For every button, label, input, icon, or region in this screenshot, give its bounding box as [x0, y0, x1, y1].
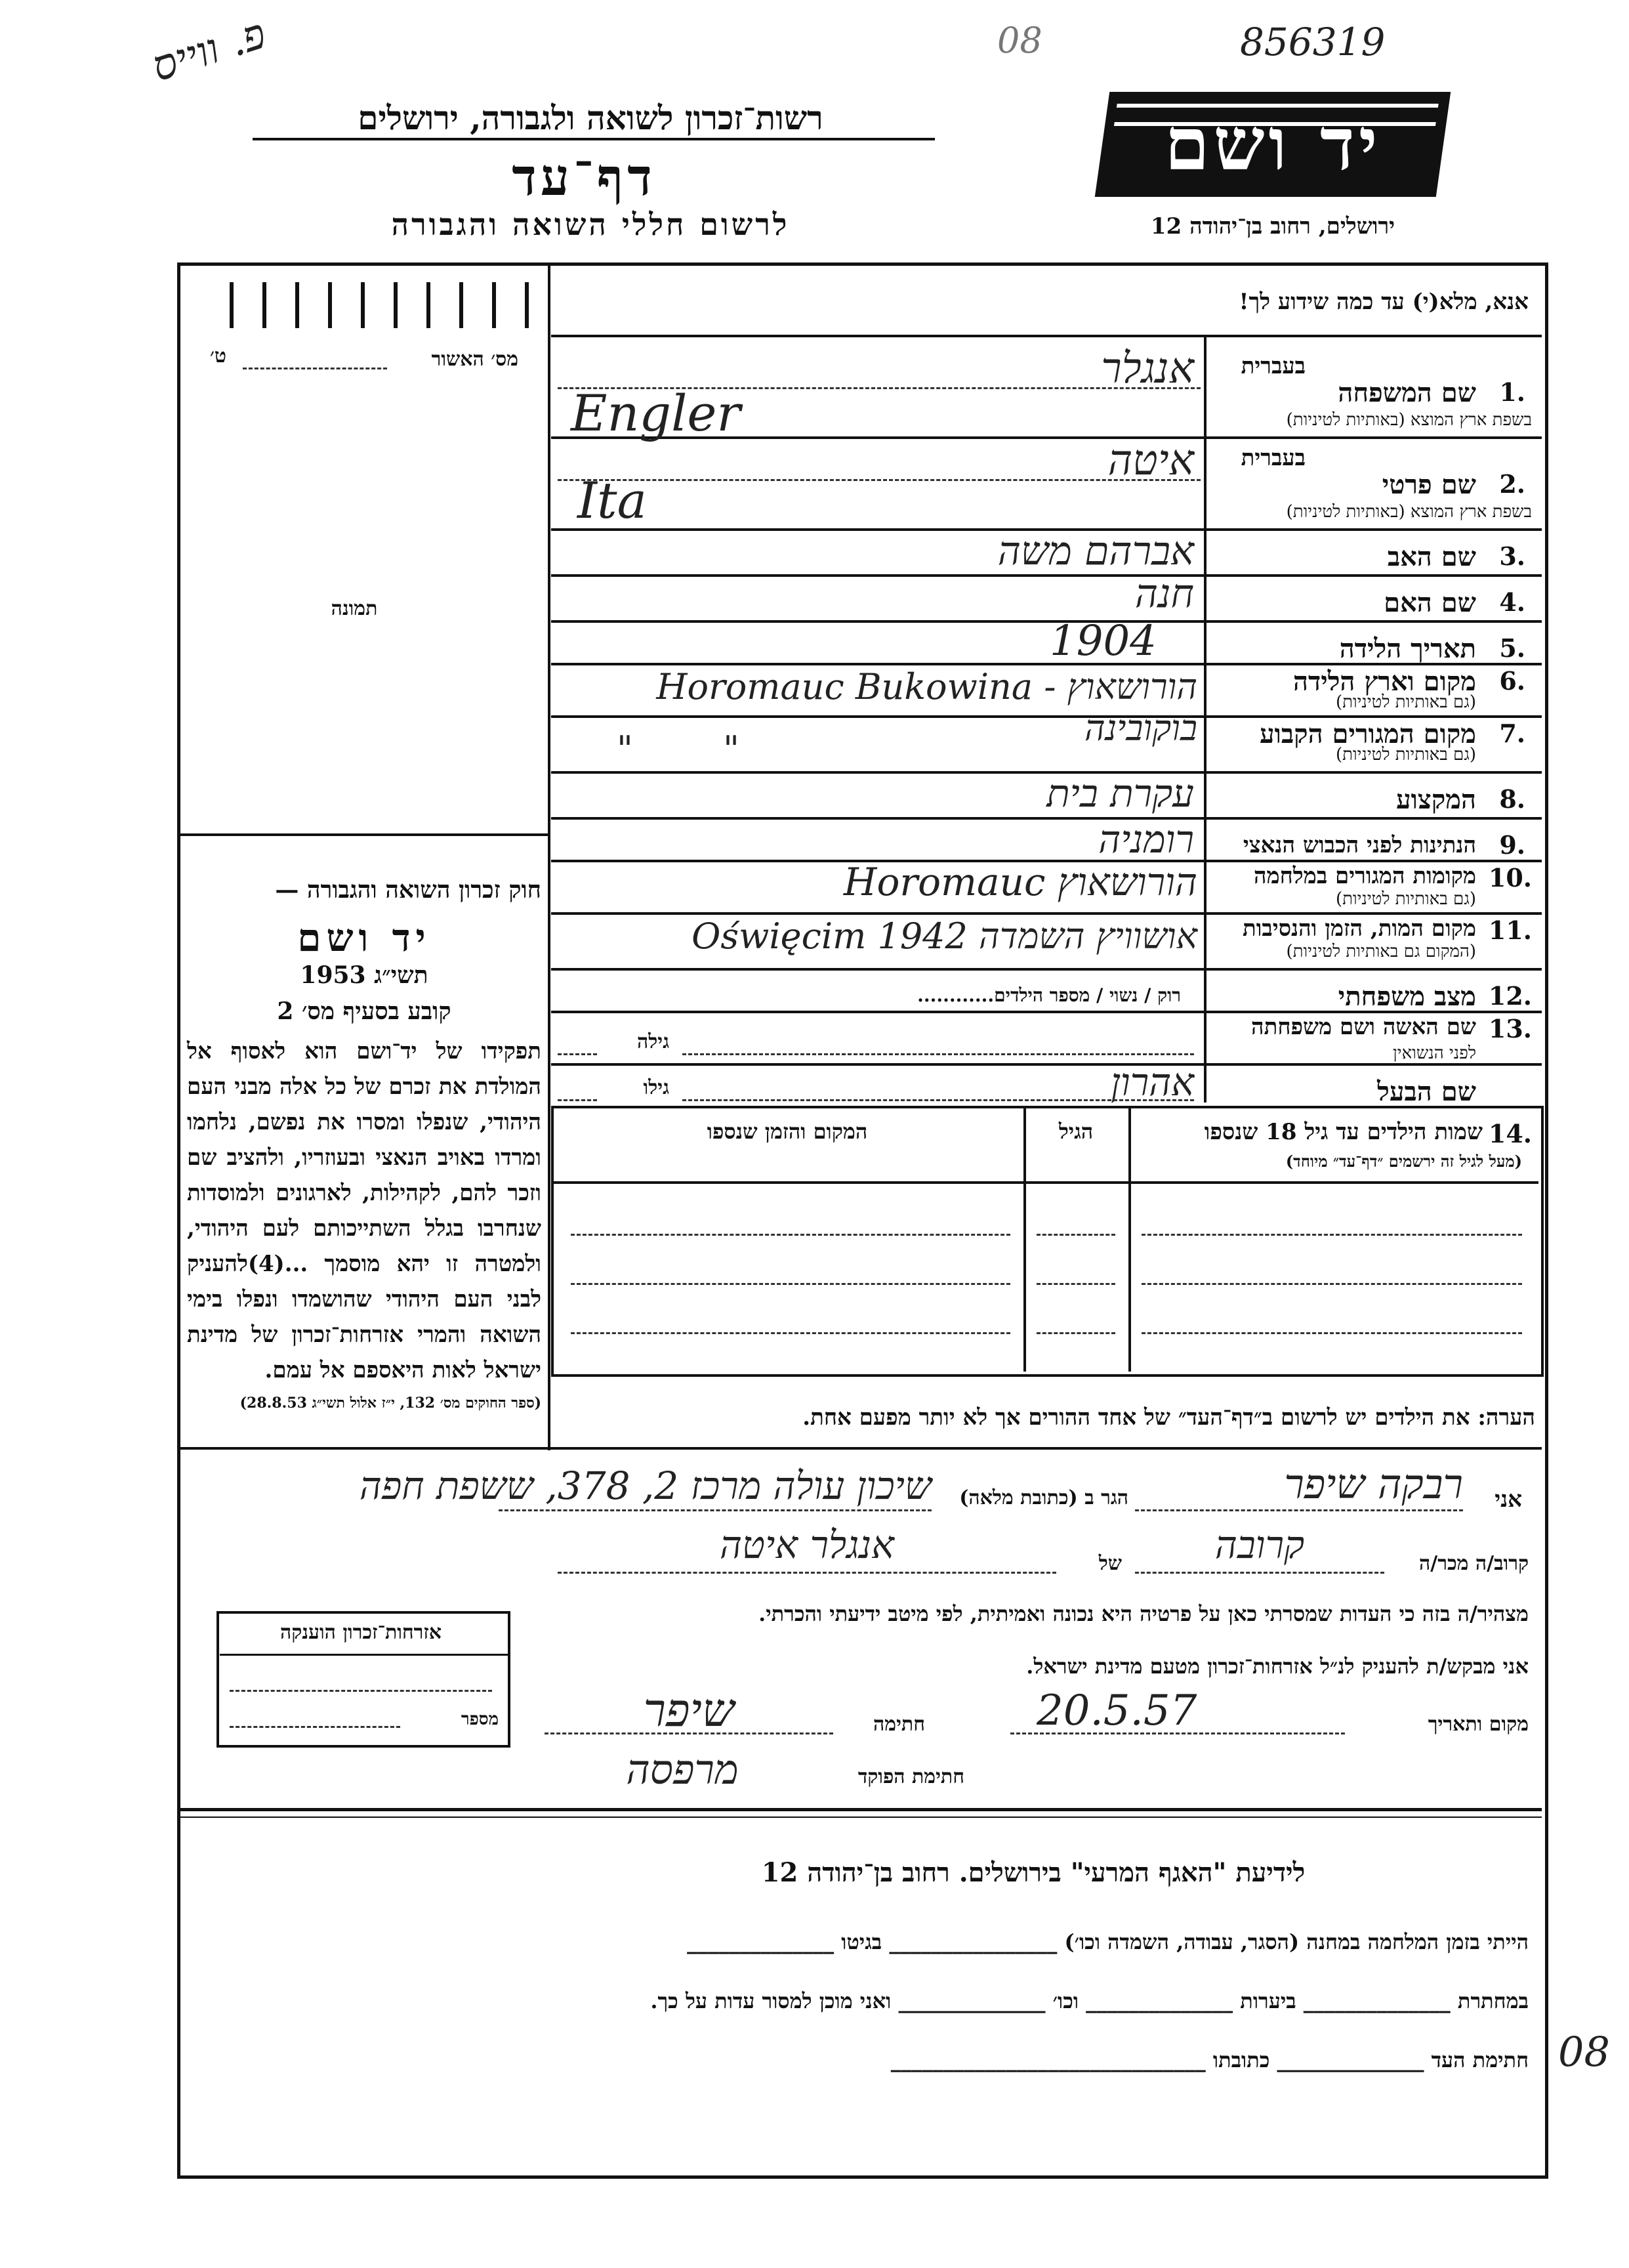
- field-12-value: רוק / נשוי / מספר הילדים............: [917, 984, 1181, 1006]
- field-2-number: 2.: [1499, 469, 1525, 499]
- children-age-header: הגיל: [1058, 1119, 1094, 1144]
- yad-vashem-logo: יד ושם: [1095, 92, 1451, 197]
- law-footnote: (ספר החוקים מס׳ 132, י״ז אלול תשי״ג 28.8.53): [239, 1395, 541, 1412]
- field-4-divider: [551, 620, 1542, 623]
- husband-name-value: אהרון: [1111, 1060, 1194, 1104]
- field-2-latin-value: Ita: [577, 471, 647, 530]
- left-column-divider: [548, 266, 550, 1450]
- field-12-label: מצב משפחתי: [1338, 981, 1476, 1012]
- statement-truth: מצהיר/ה בזה כי העדות שמסרתי כאן על פרטיה היא נכונה ואמיתית, לפי מיטב ידיעתי והכרתי.: [758, 1601, 1529, 1626]
- field-5-value: 1904: [1050, 617, 1157, 665]
- relation-line: [1135, 1572, 1384, 1574]
- right-margin-number: 08: [1558, 2028, 1610, 2076]
- children-place-header: המקום והזמן שנספו: [707, 1119, 868, 1144]
- children-col-divider-2: [1128, 1106, 1131, 1372]
- field-2-hebrew-label: בעברית: [1241, 445, 1306, 471]
- field-2-hebrew-value: איטה: [1107, 436, 1194, 485]
- field-8-number: 8.: [1499, 784, 1525, 814]
- wife-name-line: [682, 1053, 1194, 1055]
- label-column-divider: [1204, 335, 1206, 1102]
- children-header-rule: [551, 1181, 1538, 1184]
- children-col-divider-1: [1023, 1106, 1026, 1372]
- wife-age-label: גילה: [636, 1030, 669, 1053]
- field-5-number: 5.: [1499, 633, 1525, 663]
- serial-label: מס׳ האשור: [431, 348, 518, 371]
- field-6-divider: [551, 715, 1542, 718]
- info-line-1: הייתי בזמן המלחמה במחנה (הסגר, עבודה, השמדה וכו׳) ________________ בגיטו ______________: [687, 1929, 1529, 1954]
- field-10-label: מקומות המגורים במלחמה: [1253, 863, 1476, 889]
- field-2-hebrew-line: [558, 479, 1201, 481]
- law-title: חוק זכרון השואה והגבורה —: [275, 876, 541, 904]
- field-9-value: רומניה: [1098, 817, 1194, 862]
- field-11-value: Oświęcim 1942 אושוויץ השמדה: [691, 915, 1197, 957]
- field-10-value: Horomauc הורושאוץ: [843, 860, 1197, 904]
- field-6-value: Horomauc Bukowina - הורושאוץ בוקובינה: [656, 666, 1197, 749]
- children-table: [551, 1106, 1544, 1377]
- field-7-value: " ": [617, 728, 739, 770]
- field-11-sublabel: (המקום גם באותיות לטיניות): [1286, 942, 1476, 961]
- field-12-divider: [551, 1011, 1542, 1013]
- declarant-name-line: [1135, 1509, 1463, 1511]
- field-1-label: שם המשפחה: [1338, 377, 1476, 408]
- top-center-handwriting: 08: [997, 20, 1042, 61]
- date-value: 20.5.57: [1037, 1687, 1197, 1735]
- info-section-rule: [180, 1808, 1542, 1811]
- serial-mark: ט׳: [210, 345, 227, 368]
- wife-age-line: [558, 1053, 597, 1055]
- signature-line: [545, 1732, 833, 1734]
- archive-number: 856319: [1240, 20, 1386, 64]
- instruction-rule: [551, 335, 1542, 337]
- field-1-hebrew-label: בעברית: [1241, 353, 1306, 379]
- declarant-name: רבקה שיפר: [1284, 1460, 1463, 1508]
- form-title: דף־עד: [512, 148, 656, 207]
- header-address: ירושלים, רחוב בן־יהודה 12: [1150, 213, 1395, 240]
- of-line: [558, 1572, 1056, 1574]
- field-3-number: 3.: [1499, 541, 1525, 571]
- relation-value: קרובה: [1214, 1522, 1305, 1567]
- form-subtitle: לרשום חללי השואה והגבורה: [391, 207, 790, 242]
- field-10-number: 10.: [1488, 863, 1532, 892]
- field-14-label: שמות הילדים עד גיל 18 שנספו: [1204, 1119, 1483, 1145]
- stamp-title: אזרחות־זכרון הוענקה: [279, 1621, 442, 1644]
- info-line-3: חתימת העד ______________ כתובתו ______________________________: [890, 2048, 1529, 2072]
- field-2-label: שם פרטי: [1382, 469, 1476, 500]
- law-clause: קובע בסעיף מס׳ 2: [277, 998, 451, 1025]
- address-line: [499, 1509, 932, 1511]
- date-line: [1010, 1732, 1345, 1734]
- field-4-label: שם האם: [1384, 587, 1476, 618]
- husband-label: שם הבעל: [1377, 1076, 1476, 1107]
- field-4-number: 4.: [1499, 587, 1525, 617]
- husband-age-label: גילו: [643, 1076, 669, 1099]
- law-body: תפקידו של יד־ושם הוא לאסוף אל המולדת את זכרם של כל אלה מבני העם היהודי, שנפלו ומסרו את נפשם, נלחמו ומרדו באויב הנאצי ובעוזריו, ולהציב שם וזכר להם, לקהילות, לארגונים ולמוסדות שנחרבו בגלל השתייכותם לעם היהודי, ולמטרה זו יהא מוסמך ...(4)להעניק לבני העם היהודי שהושמדו ונפלו בימי השואה והמרי אזרחות־זכרון של מדינת ישראל לאות היאספם אל עמם.: [187, 1038, 541, 1383]
- field-10-divider: [551, 912, 1542, 915]
- stamp-title-rule: [220, 1654, 508, 1656]
- field-8-label: המקצוע: [1396, 784, 1476, 815]
- field-14-sublabel: (מעל לגיל זה ירשמים ״דף־עד״ מיוחד): [1285, 1152, 1522, 1171]
- field-6-label: מקום וארץ הלידה: [1292, 666, 1476, 697]
- field-1-latin-value: Engler: [571, 384, 741, 442]
- address-label: הגר ב (כתובת מלאה): [959, 1486, 1128, 1509]
- field-6-number: 6.: [1499, 666, 1525, 696]
- of-label: של: [1098, 1552, 1122, 1575]
- law-name: יד ושם: [297, 915, 431, 960]
- info-section-rule-2: [180, 1816, 1542, 1818]
- field-1-number: 1.: [1499, 377, 1525, 407]
- field-12-number: 12.: [1488, 981, 1532, 1011]
- field-9-label: הנתינות לפני הכבוש הנאצי: [1243, 832, 1476, 858]
- declarant-label: אני: [1495, 1486, 1522, 1513]
- institution-underline: [253, 138, 935, 140]
- field-8-value: עקרת בית: [1046, 771, 1194, 816]
- field-7-number: 7.: [1499, 719, 1525, 748]
- field-7-label: מקום המגורים הקבוע: [1260, 719, 1476, 749]
- field-10-sublabel: (גם באותיות לטיניות): [1335, 889, 1476, 909]
- field-5-divider: [551, 663, 1542, 665]
- of-value: אנגלר איטה: [720, 1522, 894, 1567]
- field-4-value: חנה: [1134, 571, 1194, 617]
- field-1-hebrew-value: אנגלר: [1101, 345, 1194, 393]
- stamp-number-line: [230, 1726, 400, 1728]
- field-9-number: 9.: [1499, 830, 1525, 860]
- relation-label: קרוב/ה מכר/ה: [1419, 1552, 1529, 1575]
- note-rule: [180, 1447, 1542, 1450]
- institution-name: רשות־זכרון לשואה ולגבורה, ירושלים: [358, 98, 823, 137]
- place-date-label: מקום ותאריך: [1428, 1713, 1529, 1736]
- officer-label: חתימת הפוקד: [857, 1765, 964, 1788]
- field-7-sublabel: (גם באותיות לטיניות): [1335, 745, 1476, 765]
- field-11-divider: [551, 968, 1542, 971]
- field-11-label: מקום המות, הזמן והנסיבות: [1242, 915, 1476, 942]
- form-instruction: אנא, מלא(י) עד כמה שידוע לך!: [1239, 289, 1529, 315]
- field-5-label: תאריך הלידה: [1339, 633, 1476, 664]
- field-6-sublabel: (גם באותיות לטיניות): [1335, 692, 1476, 712]
- field-14-number: 14.: [1488, 1119, 1532, 1148]
- stamp-number-label: מספר: [461, 1710, 499, 1729]
- field-2-sublabel: בשפת ארץ המוצא (באותיות לטיניות): [1286, 502, 1532, 522]
- field-13-sublabel: לפני הנשואין: [1393, 1043, 1476, 1063]
- statement-citizenship: אני מבקש/ת להעניק לנ״ל אזרחות־זכרון מטעם מדינת ישראל.: [1026, 1654, 1529, 1679]
- husband-age-line: [558, 1099, 597, 1101]
- field-3-value: אברהם משה: [997, 528, 1194, 574]
- info-line-2: במחתרת ______________ ביערות ______________ וכו׳ ______________ ואני מוכן למסור עדות על כך.: [650, 1988, 1529, 2013]
- info-title: לידיעת "האגף המרעי" בירושלים. רחוב בן־יהודה 12: [761, 1857, 1306, 1888]
- stamp-line: [230, 1690, 492, 1692]
- field-11-number: 11.: [1488, 915, 1532, 945]
- photo-label: תמונה: [331, 597, 378, 620]
- law-year: תשי״ג 1953: [300, 961, 428, 989]
- top-left-handwriting: פ. ווייס: [146, 9, 272, 92]
- serial-line: [243, 368, 387, 369]
- signature-value: שיפר: [643, 1683, 735, 1737]
- field-13-label: שם האשה ושם משפחתה: [1251, 1014, 1476, 1040]
- law-top-rule: [180, 833, 548, 836]
- children-note: הערה: את הילדים יש לרשום ב״דף־העד״ של אחד ההורים אך לא יותר מפעם אחת.: [802, 1404, 1535, 1431]
- signature-label: חתימה: [873, 1713, 925, 1736]
- field-3-label: שם האב: [1387, 541, 1476, 572]
- field-1-sublabel: בשפת ארץ המוצא (באותיות לטיניות): [1286, 410, 1532, 430]
- field-13-number: 13.: [1488, 1014, 1532, 1043]
- husband-name-line: [682, 1099, 1194, 1101]
- officer-signature: מרפסה: [626, 1746, 739, 1794]
- address-value: שיכון עולה מרכז 2, 378, ששפת חפה: [359, 1463, 932, 1508]
